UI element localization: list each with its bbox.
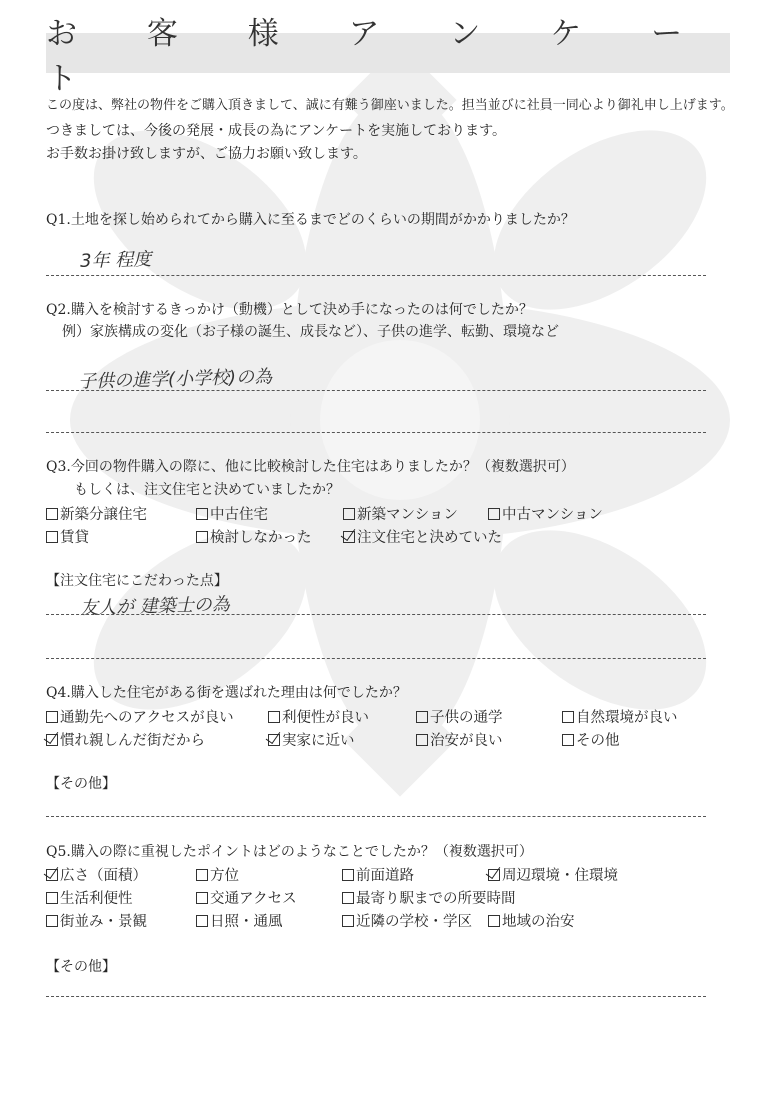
q5-option-townscape[interactable]: 街並み・景観 xyxy=(46,910,147,931)
q4-option-convenience[interactable]: 利便性が良い xyxy=(268,706,369,727)
q5-option-direction[interactable]: 方位 xyxy=(196,864,239,885)
q2-question: Q2.購入を検討するきっかけ（動機）として決め手になったのは何でしたか？ xyxy=(46,302,533,318)
checkbox-icon xyxy=(46,531,58,543)
checkbox-icon xyxy=(562,711,574,723)
q5-option-regional-safety[interactable]: 地域の治安 xyxy=(488,910,575,931)
checkbox-checked-icon xyxy=(46,869,58,881)
title-band xyxy=(46,16,730,97)
q3-option-new-house[interactable]: 新築分譲住宅 xyxy=(46,503,147,524)
checkbox-icon xyxy=(268,711,280,723)
q5-option-surroundings[interactable]: 周辺環境・住環境 xyxy=(488,864,618,885)
q4-option-commute[interactable]: 通勤先へのアクセスが良い xyxy=(46,706,234,727)
intro-line-1: この度は、弊社の物件をご購入頂きまして、誠に有難う御座いました。担当並びに社員一同心より御礼申し上げます。 xyxy=(46,98,734,113)
q5-option-transport[interactable]: 交通アクセス xyxy=(196,887,297,908)
checkbox-icon xyxy=(342,892,354,904)
checkbox-icon xyxy=(416,734,428,746)
intro-line-3: お手数お掛け致しますが、ご協力お願い致します。 xyxy=(46,146,367,162)
q2-answer-line-1 xyxy=(46,390,706,391)
q5-option-station-time[interactable]: 最寄り駅までの所要時間 xyxy=(342,887,516,908)
checkbox-icon xyxy=(342,869,354,881)
intro-line-2: つきましては、今後の発展・成長の為にアンケートを実施しております。 xyxy=(46,123,507,139)
q5-other-heading: 【その他】 xyxy=(46,959,116,975)
checkbox-icon xyxy=(342,915,354,927)
q3-option-rental[interactable]: 賃貸 xyxy=(46,526,89,547)
checkbox-icon xyxy=(416,711,428,723)
q5-option-sunlight[interactable]: 日照・通風 xyxy=(196,910,283,931)
q4-option-school[interactable]: 子供の通学 xyxy=(416,706,503,727)
q4-question: Q4.購入した住宅がある街を選ばれた理由は何でしたか？ xyxy=(46,685,407,701)
q5-option-school-district[interactable]: 近隣の学校・学区 xyxy=(342,910,472,931)
checkbox-checked-icon xyxy=(268,734,280,746)
checkbox-checked-icon xyxy=(46,734,58,746)
q4-option-other[interactable]: その他 xyxy=(562,729,620,750)
checkbox-checked-icon xyxy=(488,869,500,881)
checkbox-icon xyxy=(196,892,208,904)
checkbox-icon xyxy=(46,508,58,520)
q3-option-used-mansion[interactable]: 中古マンション xyxy=(488,503,603,524)
checkbox-icon xyxy=(488,508,500,520)
q3-question: Q3.今回の物件購入の際に、他に比較検討した住宅はありましたか？（複数選択可） xyxy=(46,459,575,475)
checkbox-icon xyxy=(488,915,500,927)
q4-option-nature[interactable]: 自然環境が良い xyxy=(562,706,678,727)
q3-sub-heading: 【注文住宅にこだわった点】 xyxy=(46,573,228,589)
q5-other-line xyxy=(46,996,706,997)
checkbox-icon xyxy=(46,711,58,723)
q4-option-familiar[interactable]: 慣れ親しんだ街だから xyxy=(46,729,205,750)
q4-option-safety[interactable]: 治安が良い xyxy=(416,729,503,750)
q4-option-parents[interactable]: 実家に近い xyxy=(268,729,355,750)
checkbox-icon xyxy=(343,508,355,520)
checkbox-checked-icon xyxy=(343,531,355,543)
checkbox-icon xyxy=(196,869,208,881)
q3-option-new-mansion[interactable]: 新築マンション xyxy=(343,503,458,524)
page-title: お 客 様 ア ン ケ ー ト xyxy=(46,16,713,97)
q5-option-size[interactable]: 広さ（面積） xyxy=(46,864,147,885)
q3-option-no-consider[interactable]: 検討しなかった xyxy=(196,526,312,547)
q3-answer-line-1 xyxy=(46,614,706,615)
q1-question: Q1.土地を探し始められてから購入に至るまでどのくらいの期間がかかりましたか？ xyxy=(46,212,575,228)
q1-answer: 3年 程度 xyxy=(79,249,152,272)
q3-question-2: もしくは、注文住宅と決めていましたか？ xyxy=(74,482,340,498)
q3-sub-answer: 友人が 建築士の為 xyxy=(79,594,231,619)
q2-example: 例）家族構成の変化（お子様の誕生、成長など）、子供の進学、転勤、環境など xyxy=(62,324,559,340)
q3-option-used-house[interactable]: 中古住宅 xyxy=(196,503,268,524)
checkbox-icon xyxy=(196,531,208,543)
checkbox-icon xyxy=(46,915,58,927)
checkbox-icon xyxy=(196,508,208,520)
q2-answer: 子供の進学(小学校)の為 xyxy=(77,366,273,393)
q2-answer-line-2 xyxy=(46,432,706,433)
q5-question: Q5.購入の際に重視したポイントはどのようなことでしたか？（複数選択可） xyxy=(46,844,533,860)
checkbox-icon xyxy=(562,734,574,746)
q5-option-living-convenience[interactable]: 生活利便性 xyxy=(46,887,133,908)
q1-answer-line xyxy=(46,275,706,276)
checkbox-icon xyxy=(196,915,208,927)
q3-option-custom-house[interactable]: 注文住宅と決めていた xyxy=(343,526,502,547)
checkbox-icon xyxy=(46,892,58,904)
q3-answer-line-2 xyxy=(46,658,706,659)
q4-other-heading: 【その他】 xyxy=(46,776,116,792)
q4-other-line xyxy=(46,816,706,817)
q5-option-front-road[interactable]: 前面道路 xyxy=(342,864,414,885)
